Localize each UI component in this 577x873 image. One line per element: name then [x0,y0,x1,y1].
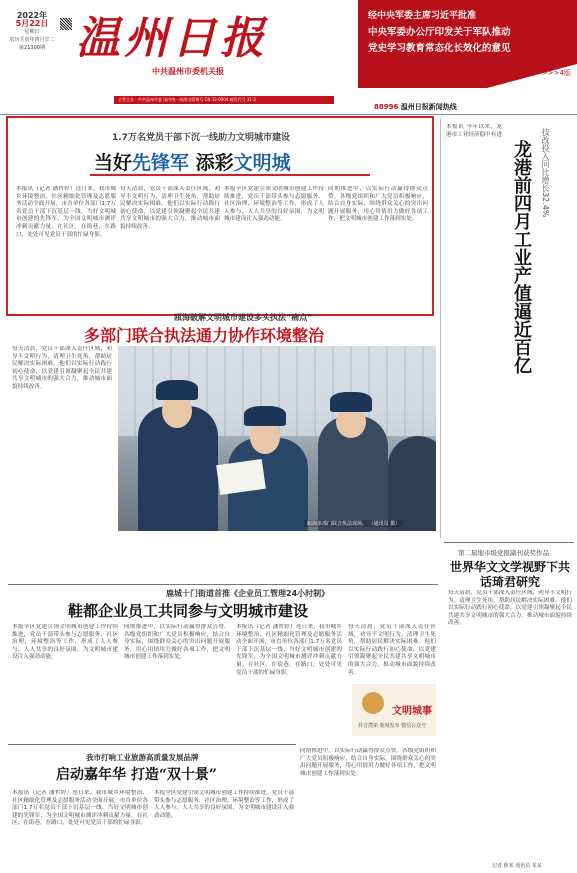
newspaper-logo: 温州日报 [76,13,268,64]
lead-story-box[interactable] [6,116,434,316]
masthead-weekday: 星期日 [24,29,40,35]
lead-column-4: 同期推进中，以实际行动赢得群众点赞。各级党组织和广大党员积极响应，结合自身实际，围绕群众关心的突出问题开展服务，用心用情用力做好各项工作，把文明城市创建工作落到实处。 [328,186,428,223]
story2-kicker: 瓯海破解文明城市建设多头执法“痛点” [174,313,313,322]
masthead-issue: 第21300期 [19,45,45,51]
lead-headline [94,148,291,175]
lead-headline-part-1: 当好 [94,152,133,174]
story3-column-2: 同期推进中，以实际行动赢得群众点赞。各级党组织和广大党员积极响应，结合自身实际，围绕群众关心的突出问题开展服务，用心用情用力做好各项工作，把文明城市创建工作落到实处。 [124,624,230,661]
photo-officer-2-cap [244,406,286,426]
masthead-year: 2022年 [16,11,48,20]
masthead-monthday: 5月22日 [15,19,49,28]
lead-headline-underline [90,174,370,176]
promo-box-subtitle: 抖音搜索·鹿城发布 微信公众号 [358,723,427,729]
right-headline[interactable]: 龙港前四月工业产值逼近百亿 [511,140,532,374]
story4-column-1: 本报讯（记者 潘哲婷）连日来，我市城乡环境整治、社区精细化管理及志愿服务活动全面开展，市直单位各部门1.7万名党员干部下沉基层一线，当好文明城市创建的先锋军，为全国文明城市测评冲刺贡献力量。在社区，在街巷，在路口，处处可见党员干部的忙碌身影。 [12,790,148,827]
photo-officer-4 [388,436,436,531]
story3-headline[interactable]: 鞋都企业员工共同参与文明城市建设 [68,602,309,620]
promo-tree-icon [362,692,384,714]
right-section-kicker: 第二届地市级党报副刊获奖作品 [458,549,549,557]
story3-divider [8,584,438,585]
story4-headline[interactable]: 启动嘉年华 打造“双十景” [56,767,217,783]
right-kicker: 技改投入同比增长32.4% [541,128,550,218]
story2-photo [118,346,436,531]
right-section-divider [444,542,574,543]
story2-body: 每天清晨，党员干部深入责任区域，劝导不文明行为，清理卫生死角，帮助居民解决实际困难。他们以实际行动践行初心使命，以党建引领凝聚起全民共建共享文明城市的强大合力，推动城市面貌持续改善。 [12,346,112,390]
masthead-info-bar: 主管主办：中共温州市委 国内统一连续出版物号 CN 33-0004 邮发代号 31-2 [114,96,334,104]
lead-kicker: 1.7万名党员干部下沉一线助力文明城市建设 [112,133,290,143]
lead-headline-highlight-1: 先锋军 [132,152,190,174]
masthead-divider [0,114,577,115]
story4-column-3: 同期推进中，以实际行动赢得群众点赞。各级党组织和广大党员积极响应，结合自身实际，围绕群众关心的突出问题开展服务，用心用情用力做好各项工作，把文明城市创建工作落到实处。 [300,748,436,777]
lead-column-1: 本报讯（记者 潘哲婷）连日来，我市城乡环境整治、社区精细化管理及志愿服务活动全面开展，市直单位各部门1.7万名党员干部下沉基层一线，当好文明城市创建的先锋军，为全国文明城市测评冲刺贡献力量。在社区，在街巷，在路口，处处可见党员干部的忙碌身影。 [16,186,116,238]
hotline-bar [374,102,574,112]
lead-headline-part-2: 添彩 [195,152,234,174]
promo-line-2: 中央军委办公厅印发关于军队推动 [368,27,511,38]
promo-line-1: 经中央军委主席习近平批准 [368,11,477,21]
lead-column-3: 本报全区党建引领文明城市创建工作持续推进，党员干部带头参与志愿服务、社区治理、环境整治等工作，形成了人人参与、人人共享的良好氛围，为文明城市建设注入强劲动能。 [224,186,324,223]
lead-headline-highlight-2: 文明城 [233,152,291,174]
story3-column-4: 每天清晨，党员干部深入责任区域，劝导不文明行为，清理卫生死角，帮助居民解决实际困难。他们以实际行动践行初心使命，以党建引领凝聚起全民共建共享文明城市的强大合力，推动城市面貌持续改善。 [348,624,436,676]
hotline-label: 温州日报新闻热线 [400,103,457,111]
story3-column-1: 本报全区党建引领文明城市创建工作持续推进，党员干部带头参与志愿服务、社区治理、环境整治等工作，形成了人人参与、人人共享的良好氛围，为文明城市建设注入强劲动能。 [12,624,118,661]
story2-photo-caption: 瓯海多部门联合执法现场。 （通讯员 摄） [304,520,403,527]
masthead-lunar: 农历壬寅年四月廿二 [9,37,55,43]
promo-line-3: 党史学习教育常态化长效化的意见 [368,43,511,54]
right-section-byline: 记者 陈某 通讯员 某某 [492,863,542,869]
masthead-date-block [4,12,60,52]
promo-banner[interactable] [358,0,577,88]
wenming-promo-box[interactable] [352,684,436,736]
photo-officer-3-cap [330,392,372,412]
lead-column-2: 每天清晨，党员干部深入责任区域，劝导不文明行为，清理卫生死角，帮助居民解决实际困难。他们以实际行动践行初心使命，以党建引领凝聚起全民共建共享文明城市的强大合力，推动城市面貌持续改善。 [120,186,220,230]
right-column-divider [440,118,441,538]
photo-officer-1-cap [156,380,198,400]
right-section-headline[interactable]: 世界华文文学视野下共话琦君研究 [450,560,571,589]
story4-divider [8,744,296,745]
story4-column-2: 本报全区党建引领文明城市创建工作持续推进，党员干部带头参与志愿服务、社区治理、环境整治等工作，形成了人人参与、人人共享的良好氛围，为文明城市建设注入强劲动能。 [154,790,294,819]
right-body-left: 本报讯 今年以来，龙港市工业经济稳中有进 [446,124,502,138]
story2-headline[interactable]: 多部门联合执法通力协作环境整治 [84,326,325,345]
hotline-number: 88996 [374,103,399,111]
story4-kicker: 我市打响工业旅游高质量发展品牌 [86,753,199,762]
right-section-body: 每天清晨，党员干部深入责任区域，劝导不文明行为，清理卫生死角，帮助居民解决实际困难。他们以实际行动践行初心使命，以党建引领凝聚起全民共建共享文明城市的强大合力，推动城市面貌持续改善。 [448,590,572,627]
qr-code-icon [60,18,72,30]
promo-box-title: 文明城事 [392,706,432,717]
story3-column-3: 本报讯（记者 潘哲婷）连日来，我市城乡环境整治、社区精细化管理及志愿服务活动全面开展，市直单位各部门1.7万名党员干部下沉基层一线，当好文明城市创建的先锋军，为全国文明城市测评冲刺贡献力量。在社区，在街巷，在路口，处处可见党员干部的忙碌身影。 [236,624,342,676]
photo-document [216,459,266,495]
story3-kicker: 鹿城十门街道首推《企业员工管理24小时制》 [166,589,330,598]
masthead-subtitle: 中共温州市委机关报 [152,67,224,76]
promo-more-link[interactable]: >>>4版 [541,69,571,77]
